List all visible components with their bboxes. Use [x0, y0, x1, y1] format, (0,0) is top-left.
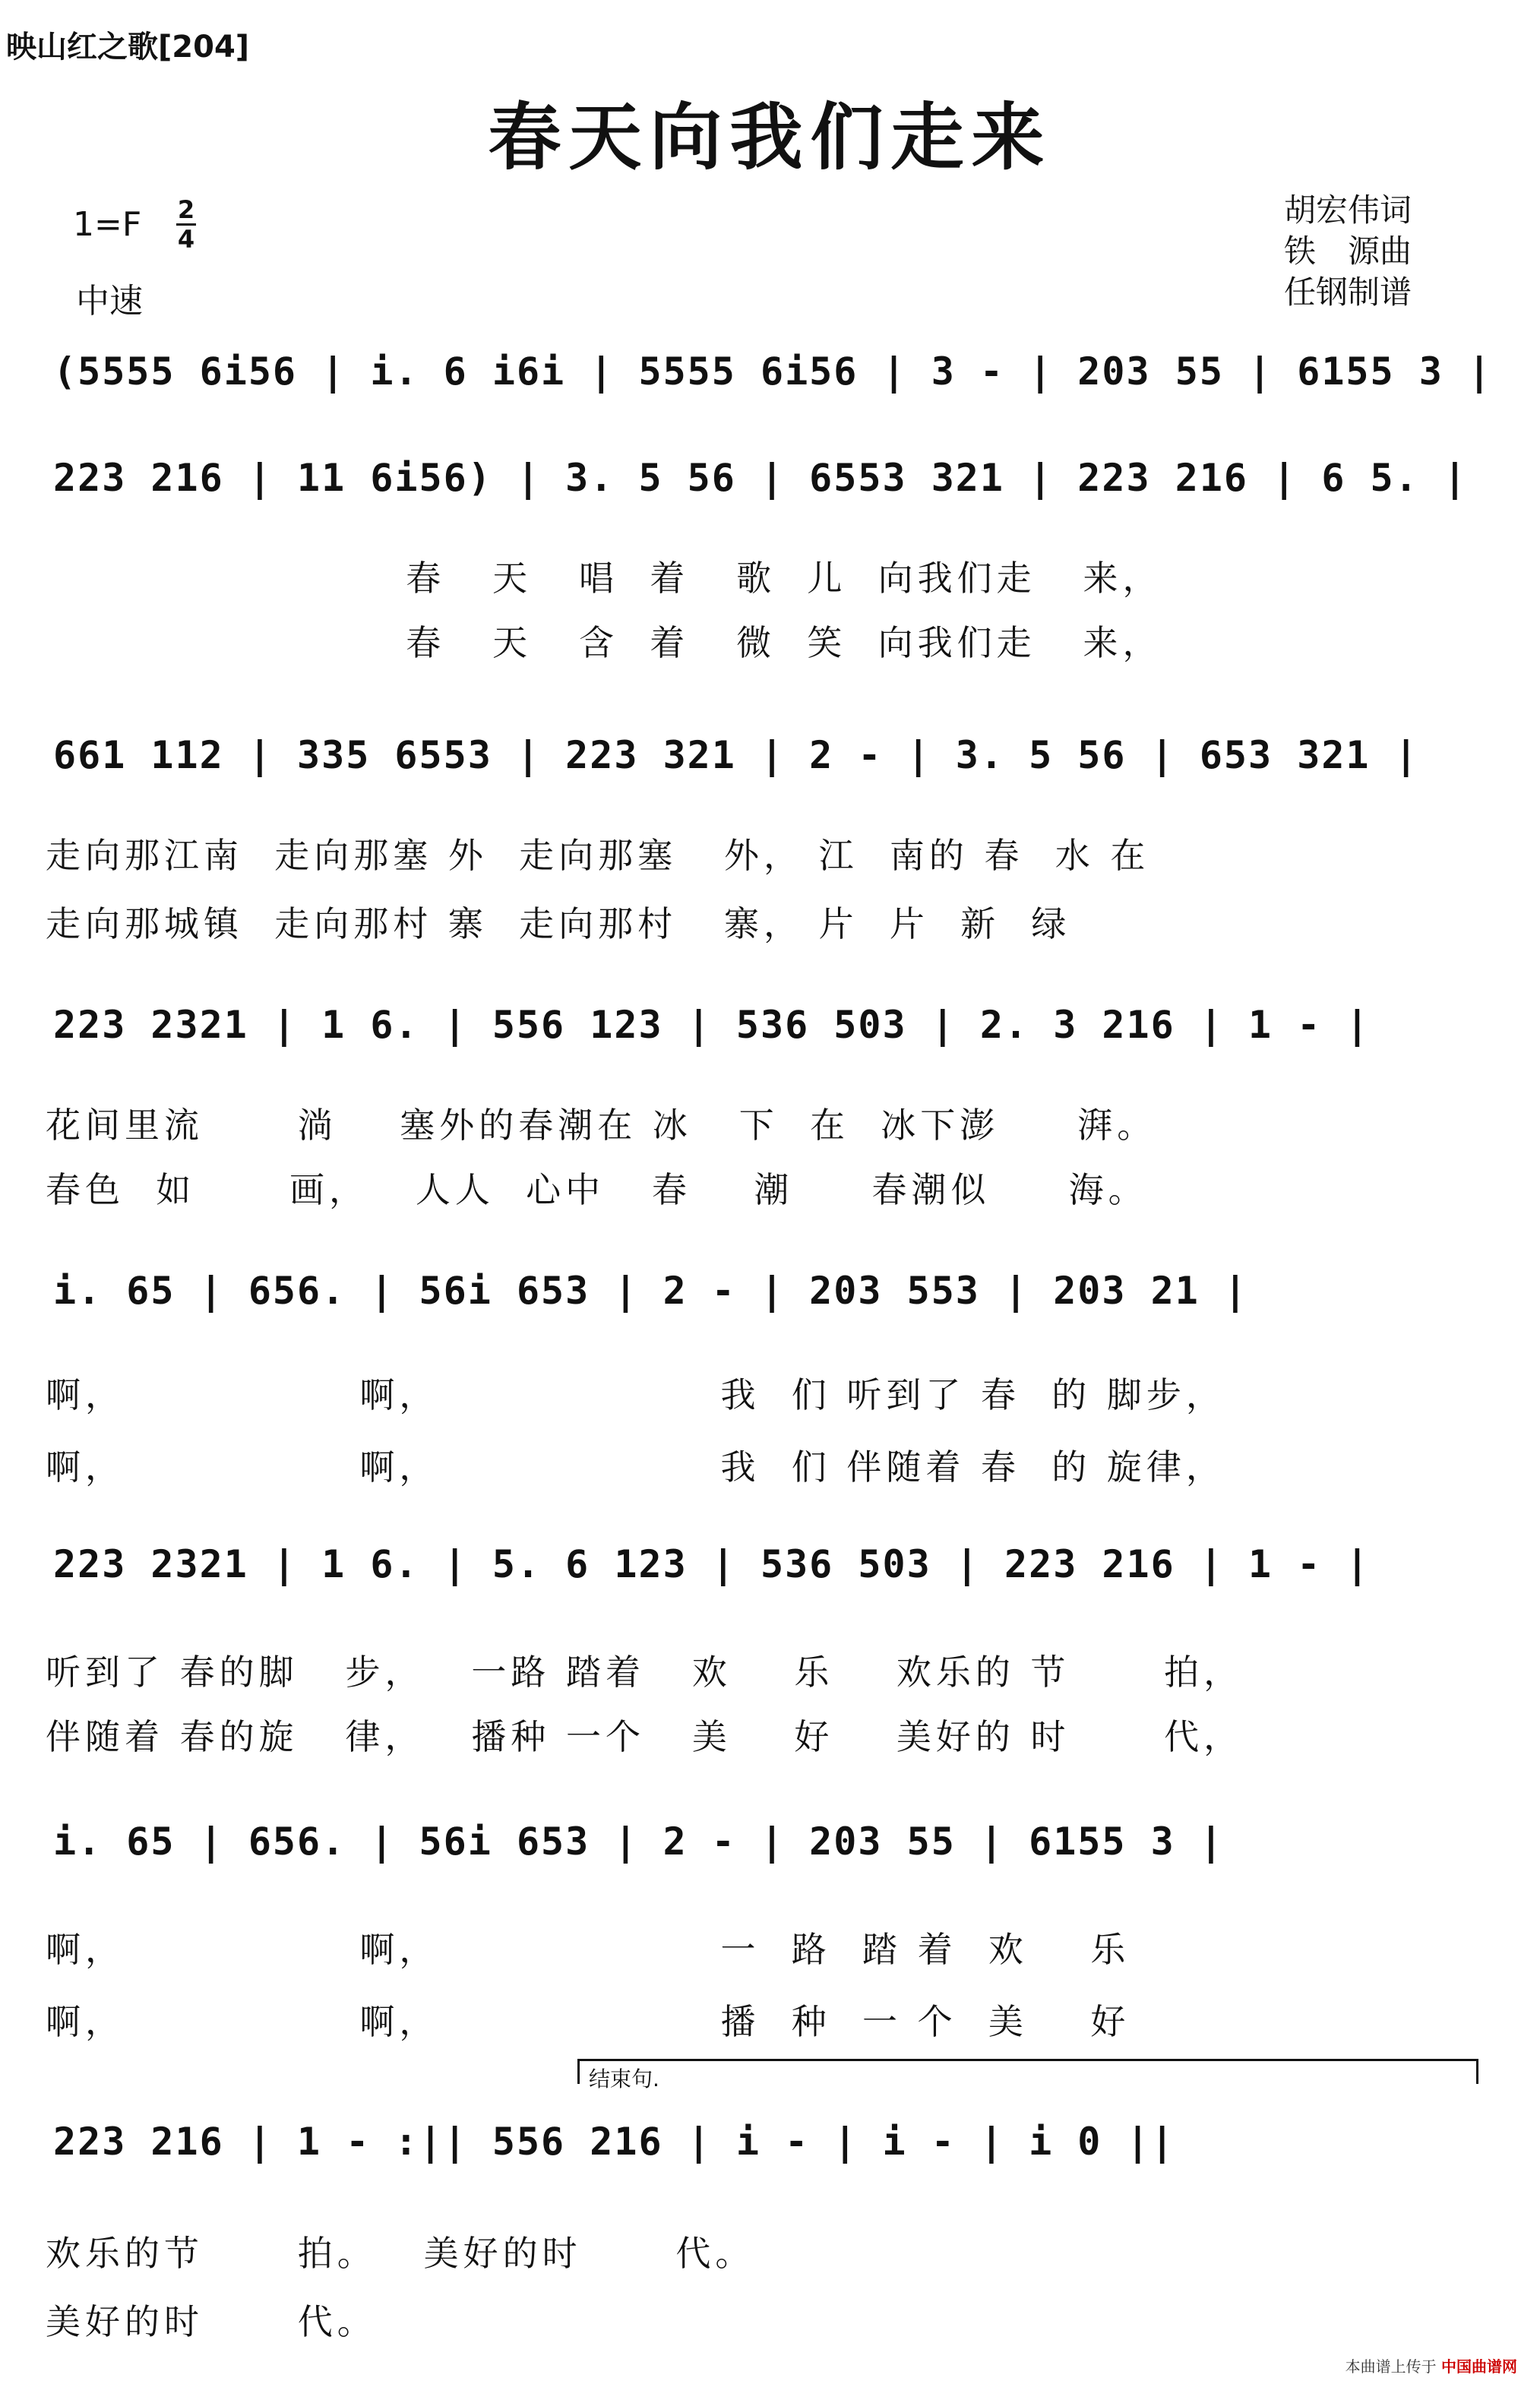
credit-music: 铁 源曲	[1284, 232, 1412, 270]
notes-line: i. 65 | 656. | 56i 653 | 2 - | 203 55 | 6155 3 |	[53, 1820, 1224, 1864]
notes-line: (5555 6i56 | i. 6 i6i | 5555 6i56 | 3 - | 203 55 | 6155 3 |	[53, 349, 1493, 394]
footer-site: 中国曲谱网	[1441, 2357, 1517, 2376]
lyric-line: 走向那江南 走向那塞 外 走向那塞 外， 江 南的 春 水 在	[46, 835, 1150, 876]
time-bottom: 4	[177, 225, 195, 254]
key-signature: 1=F	[73, 205, 142, 244]
lyric-line: 花间里流 淌 塞外的春潮在 冰 下 在 冰下澎 湃。	[46, 1105, 1157, 1146]
notes-line: 223 216 | 11 6i56) | 3. 5 56 | 6553 321 | 223 216 | 6 5. |	[53, 456, 1468, 500]
credit-score: 任钢制谱	[1284, 273, 1412, 311]
lyric-line: 伴随着 春的旋 律， 播种 一个 美 好 美好的 时 代，	[46, 1716, 1244, 1757]
score-row-4	[46, 988, 1489, 1071]
song-title: 春天向我们走来	[488, 94, 1052, 180]
notes-line: 223 2321 | 1 6. | 5. 6 123 | 536 503 | 223 216 | 1 - |	[53, 1542, 1371, 1586]
time-signature	[176, 196, 196, 253]
score-row-3	[46, 718, 1489, 802]
lyric-line: 欢乐的节 拍。 美好的时 代。	[46, 2233, 755, 2274]
lyric-line: 走向那城镇 走向那村 寨 走向那村 寨， 片 片 新 绿	[46, 903, 1071, 944]
footer-prefix: 本曲谱上传于	[1345, 2357, 1437, 2376]
score-row-8	[46, 2104, 1489, 2188]
score-row-2	[46, 441, 1489, 524]
lyric-line: 春 天 唱 着 歌 儿 向我们走 来，	[46, 558, 1162, 599]
ending-label: 结束句.	[589, 2066, 659, 2092]
score-row-6	[46, 1527, 1489, 1611]
notes-line: i. 65 | 656. | 56i 653 | 2 - | 203 553 | 203 21 |	[53, 1269, 1249, 1313]
credit-lyrics: 胡宏伟词	[1284, 191, 1412, 229]
ending-bracket	[577, 2059, 1478, 2084]
lyric-line: 啊， 啊， 我 们 伴随着 春 的 旋律，	[46, 1447, 1225, 1488]
notes-line: 661 112 | 335 6553 | 223 321 | 2 - | 3. 5 56 | 653 321 |	[53, 733, 1419, 777]
score-row-5	[46, 1254, 1489, 1337]
lyric-line: 啊， 啊， 播 种 一 个 美 好	[46, 2001, 1130, 2042]
score-row-1	[46, 334, 1493, 418]
notes-line: 223 216 | 1 - :|| 556 216 | i - | i - | i 0 ||	[53, 2120, 1175, 2164]
lyric-line: 啊， 啊， 一 路 踏 着 欢 乐	[46, 1929, 1130, 1970]
credits	[1284, 190, 1412, 313]
score-row-7	[46, 1804, 1489, 1888]
footer-watermark	[1346, 2354, 1517, 2376]
lyric-line: 春 天 含 着 微 笑 向我们走 来，	[46, 622, 1162, 663]
lyric-line: 听到了 春的脚 步， 一路 踏着 欢 乐 欢乐的 节 拍，	[46, 1652, 1244, 1693]
lyric-line: 啊， 啊， 我 们 听到了 春 的 脚步，	[46, 1374, 1225, 1415]
time-top: 2	[177, 195, 195, 224]
series-label: 映山红之歌[204]	[6, 30, 250, 65]
notes-line: 223 2321 | 1 6. | 556 123 | 536 503 | 2. 3 216 | 1 - |	[53, 1003, 1371, 1047]
lyric-line: 春色 如 画， 人人 心中 春 潮 春潮似 海。	[46, 1169, 1148, 1210]
lyric-line: 美好的时 代。	[46, 2301, 377, 2342]
tempo-marking: 中速	[76, 282, 143, 321]
